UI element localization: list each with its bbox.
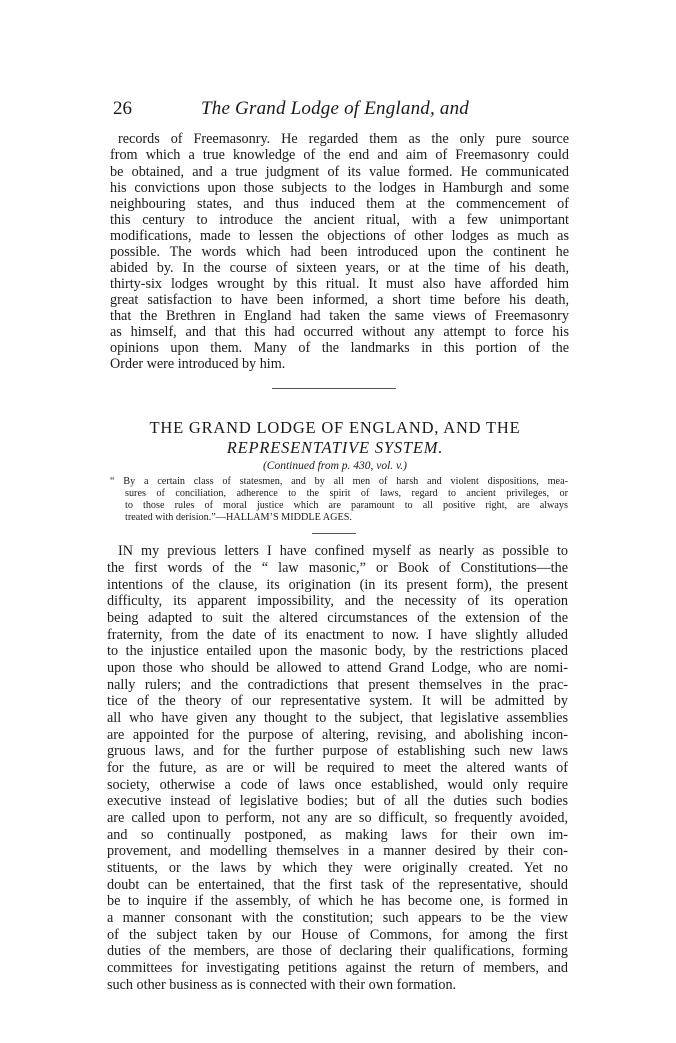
text-line: to the injustice entailed upon the masonic body, by the restrictions placed: [107, 643, 568, 659]
text-line: all who have given any thought to the subject, that legislative assemblies: [107, 710, 568, 726]
text-line: fraternity, from the date of its enactment to now. I have slightly alluded: [107, 627, 568, 643]
text-line: this century to introduce the ancient ritual, with a few unimportant: [110, 212, 569, 228]
text-line: modifications, made to lessen the objections of other lodges as much as: [110, 228, 569, 244]
section-divider: [272, 388, 396, 389]
text-line-last: Order were introduced by him.: [110, 356, 286, 372]
running-head: [113, 98, 573, 126]
text-line: are called upon to perform, not any are so difficult, so frequently avoided,: [107, 810, 568, 826]
text-line: the first words of the “ law masonic,” or Book of Constitutions—the: [107, 560, 568, 576]
text-line: abided by. In the course of sixteen years, or at the time of his death,: [110, 260, 569, 276]
text-line: stituents, or the laws by which they were originally created. Yet no: [107, 860, 568, 876]
text-line: of the subject taken by our House of Commons, for among the first: [107, 927, 568, 943]
page-number: 26: [113, 98, 132, 119]
text-line-first: IN my previous letters I have confined myself as nearly as possible to: [118, 543, 568, 559]
text-line: nally rulers; and the contradictions that present themselves in the prac-: [107, 677, 568, 693]
text-line: as himself, and that this had occurred without any attempt to force his: [110, 324, 569, 340]
text-line: intentions of the clause, its origination (in its present form), the present: [107, 577, 568, 593]
article-title-line-2: REPRESENTATIVE SYSTEM.: [226, 438, 444, 457]
text-line: his convictions upon those subjects to the lodges in Hamburgh and some: [110, 180, 569, 196]
epigraph-line: to those rules of moral justice which are paramount to all positive right, are always: [125, 500, 568, 511]
text-line: from which a true knowledge of the end and aim of Freemasonry could: [110, 147, 569, 163]
text-line: thirty-six lodges wrought by this ritual. It must also have afforded him: [110, 276, 569, 292]
text-line: neighbouring states, and thus induced them at the commencement of: [110, 196, 569, 212]
text-line: and so continually postponed, as making laws for their own im-: [107, 827, 568, 843]
epigraph-line-last: treated with derision.”—HALLAM’S MIDDLE AGES.: [125, 512, 352, 523]
continued-note: (Continued from p. 430, vol. v.): [262, 460, 408, 472]
epigraph-line: sures of conciliation, adherence to the spirit of laws, regard to ancient privileges, or: [125, 488, 568, 499]
article-title-line-1: THE GRAND LODGE OF ENGLAND, AND THE: [149, 418, 521, 437]
text-line: doubt can be entertained, that the first task of the representative, should: [107, 877, 568, 893]
text-line: are appointed for the purpose of altering, revising, and abolishing incon-: [107, 727, 568, 743]
text-line: possible. The words which had been introduced upon the continent he: [110, 244, 569, 260]
text-line: opinions upon them. Many of the landmarks in this portion of the: [110, 340, 569, 356]
text-line: a manner consonant with the constitution; such appears to be the view: [107, 910, 568, 926]
text-line: provement, and modelling themselves in a manner desired by their con-: [107, 843, 568, 859]
epigraph-divider: [312, 533, 356, 534]
text-line: be obtained, and a true judgment of its value formed. He communicated: [110, 164, 569, 180]
text-line: records of Freemasonry. He regarded them as the only pure source: [118, 131, 569, 147]
text-line: being adapted to suit the altered circumstances of the extension of the: [107, 610, 568, 626]
text-line: executive instead of legislative bodies; but of all the duties such bodies: [107, 793, 568, 809]
text-line: society, otherwise a code of laws once established, would only require: [107, 777, 568, 793]
text-line: great satisfaction to have been informed, a short time before his death,: [110, 292, 569, 308]
text-line: gruous laws, and for the further purpose of establishing such new laws: [107, 743, 568, 759]
text-line: for the future, as are or will be required to meet the altered wants of: [107, 760, 568, 776]
epigraph-line: “ By a certain class of statesmen, and by all men of harsh and violent dispositions, mea-: [110, 476, 568, 487]
running-head-title: The Grand Lodge of England, and: [201, 98, 469, 119]
text-line-last: such other business as is connected with their own formation.: [107, 977, 457, 993]
text-line: upon those who should be allowed to attend Grand Lodge, who are nomi-: [107, 660, 568, 676]
text-line: committees for investigating petitions against the return of members, and: [107, 960, 568, 976]
text-line: be to inquire if the assembly, of which he has become one, is formed in: [107, 893, 568, 909]
text-line: that the Brethren in England had taken the same views of Freemasonry: [110, 308, 569, 324]
text-line: difficulty, its apparent impossibility, and the necessity of its operation: [107, 593, 568, 609]
text-line: tice of the theory of our representative system. It will be admitted by: [107, 693, 568, 709]
text-line: duties of the members, are those of declaring their qualifications, forming: [107, 943, 568, 959]
